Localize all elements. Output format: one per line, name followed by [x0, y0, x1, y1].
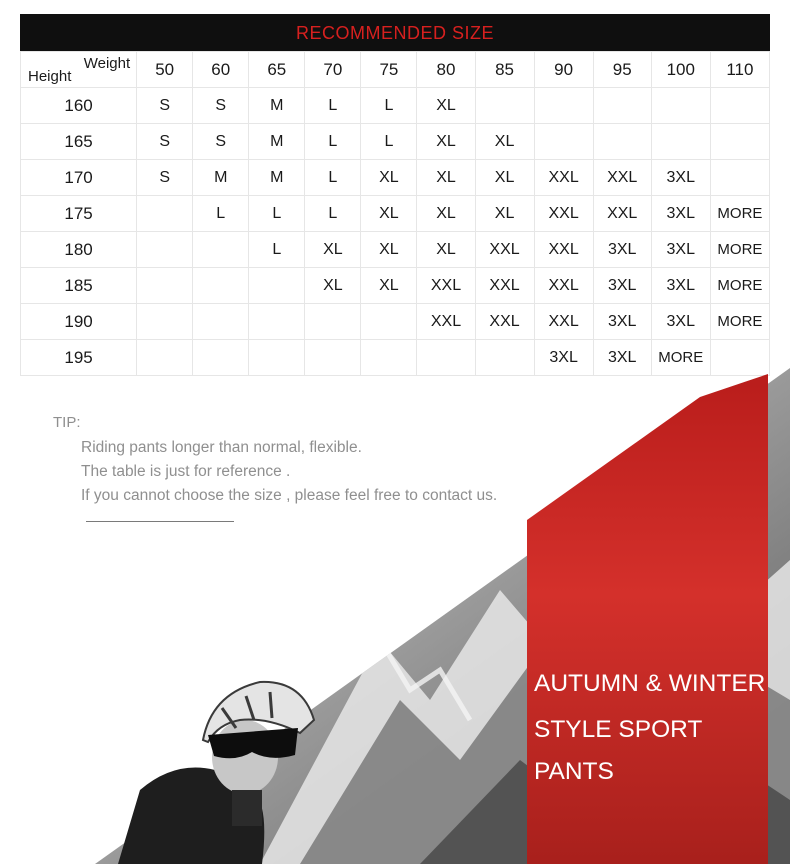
size-cell: M	[249, 160, 305, 196]
tip-line-flexible: Riding pants longer than normal, flexible.	[81, 439, 362, 456]
size-cell: XXL	[534, 232, 593, 268]
weight-header-cell: 70	[305, 52, 361, 88]
size-cell: XL	[361, 232, 417, 268]
size-cell: MORE	[710, 232, 769, 268]
size-cell: XL	[417, 232, 475, 268]
size-cell: XL	[417, 160, 475, 196]
size-cell: L	[305, 160, 361, 196]
size-cell: L	[249, 232, 305, 268]
size-cell: XL	[305, 232, 361, 268]
size-cell: XXL	[475, 268, 534, 304]
tip-line-contact: If you cannot choose the size , please feel free to contact us.	[81, 487, 498, 504]
weight-header-cell: 95	[593, 52, 651, 88]
size-cell: 3XL	[593, 340, 651, 376]
size-cell: XXL	[534, 196, 593, 232]
size-cell: 3XL	[593, 232, 651, 268]
tip-line-reference: The table is just for reference .	[81, 463, 291, 480]
size-cell: MORE	[710, 196, 769, 232]
size-cell: M	[249, 124, 305, 160]
size-cell: XXL	[534, 268, 593, 304]
size-cell: 3XL	[651, 196, 710, 232]
size-cell: 3XL	[534, 340, 593, 376]
size-cell: MORE	[710, 268, 769, 304]
size-cell: 3XL	[651, 160, 710, 196]
size-cell: XXL	[417, 268, 475, 304]
height-cell: 175	[21, 196, 137, 232]
size-cell: L	[305, 124, 361, 160]
size-cell: XXL	[593, 160, 651, 196]
weight-axis-label: Weight	[83, 55, 131, 72]
weight-header-cell: 60	[193, 52, 249, 88]
tip-label: TIP:	[53, 414, 81, 431]
size-cell: XXL	[417, 304, 475, 340]
size-cell: S	[193, 88, 249, 124]
size-cell: L	[305, 196, 361, 232]
size-cell: XL	[475, 160, 534, 196]
size-cell: M	[249, 88, 305, 124]
size-cell: XL	[305, 268, 361, 304]
size-cell: M	[193, 160, 249, 196]
size-cell: S	[137, 88, 193, 124]
size-cell: S	[193, 124, 249, 160]
height-cell: 180	[21, 232, 137, 268]
size-cell: 3XL	[651, 304, 710, 340]
size-cell: 3XL	[651, 268, 710, 304]
banner-product: PANTS	[534, 758, 614, 785]
weight-header-cell: 75	[361, 52, 417, 88]
weight-header-cell: 85	[475, 52, 534, 88]
size-cell: XL	[361, 268, 417, 304]
height-cell: 170	[21, 160, 137, 196]
size-cell: XL	[417, 196, 475, 232]
weight-header-cell: 65	[249, 52, 305, 88]
size-cell: L	[361, 124, 417, 160]
size-cell: L	[361, 88, 417, 124]
weight-header-cell: 90	[534, 52, 593, 88]
size-cell: XXL	[475, 232, 534, 268]
height-cell: 165	[21, 124, 137, 160]
size-cell: XL	[417, 124, 475, 160]
size-cell: L	[305, 88, 361, 124]
weight-header-cell: 50	[137, 52, 193, 88]
size-cell: 3XL	[593, 268, 651, 304]
size-cell: MORE	[710, 304, 769, 340]
red-accent-panel	[527, 374, 768, 864]
height-cell: 160	[21, 88, 137, 124]
banner-subheadline: STYLE SPORT	[534, 716, 703, 743]
weight-header-cell: 100	[651, 52, 710, 88]
height-cell: 190	[21, 304, 137, 340]
size-cell: L	[193, 196, 249, 232]
size-cell: XXL	[534, 304, 593, 340]
height-axis-label: Height	[28, 68, 72, 85]
size-cell: XL	[417, 88, 475, 124]
size-chart-title: RECOMMENDED SIZE	[295, 23, 494, 43]
height-cell: 185	[21, 268, 137, 304]
height-cell: 195	[21, 340, 137, 376]
size-cell: S	[137, 160, 193, 196]
size-cell: L	[249, 196, 305, 232]
size-cell: XL	[475, 124, 534, 160]
size-cell: 3XL	[593, 304, 651, 340]
weight-header-cell: 80	[417, 52, 475, 88]
size-cell: XXL	[593, 196, 651, 232]
size-cell: XL	[475, 196, 534, 232]
size-cell: MORE	[651, 340, 710, 376]
size-cell: XL	[361, 196, 417, 232]
size-cell: 3XL	[651, 232, 710, 268]
banner-headline: AUTUMN & WINTER	[534, 670, 766, 697]
size-cell: XL	[361, 160, 417, 196]
size-cell: S	[137, 124, 193, 160]
size-cell: XXL	[534, 160, 593, 196]
size-cell: XXL	[475, 304, 534, 340]
weight-header-cell: 110	[710, 52, 769, 88]
